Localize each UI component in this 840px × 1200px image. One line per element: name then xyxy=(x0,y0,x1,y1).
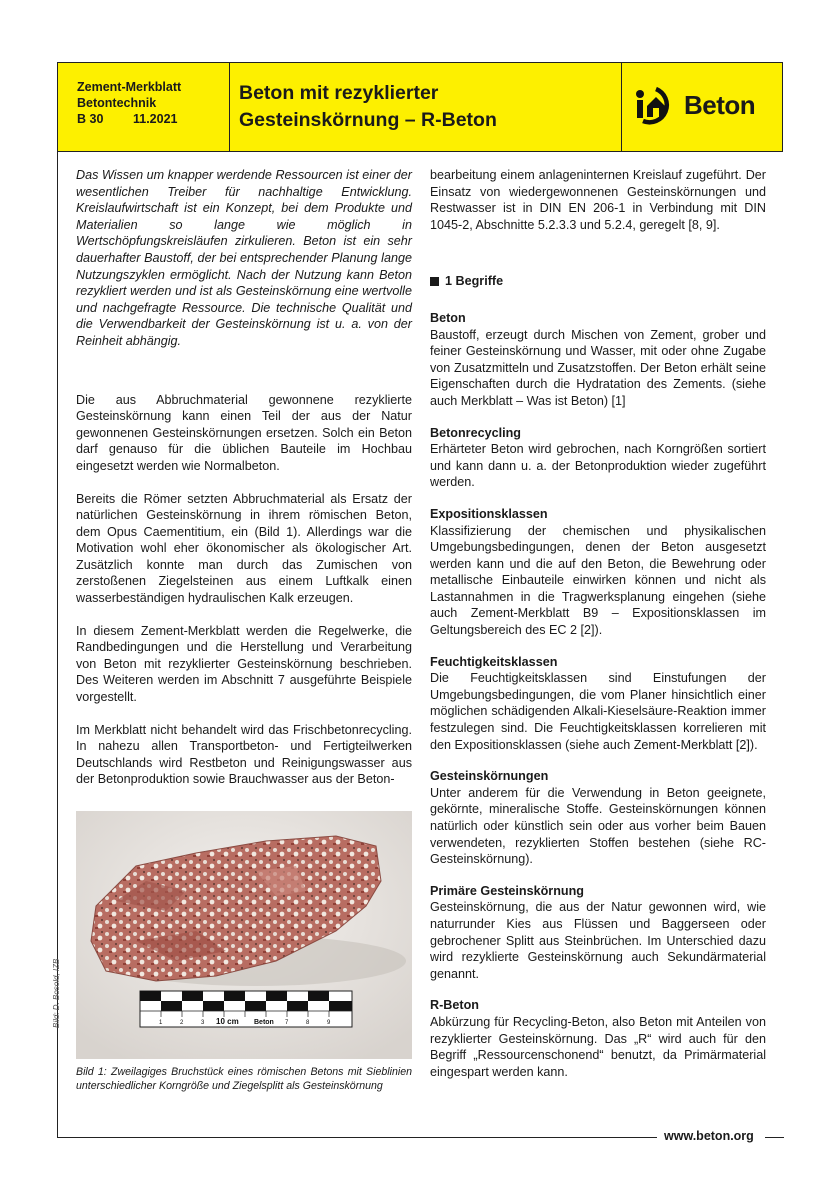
category-label: Betontechnik xyxy=(77,96,157,110)
term-definition: Erhärteter Beton wird gebrochen, nach Korngrößen sortiert und kann dann u. a. der Betonproduktion wieder zugeführt werden. xyxy=(430,442,766,490)
scale-number: 2 xyxy=(180,1020,184,1026)
term-definition: Gesteinskörnung, die aus der Natur gewonnen wird, wie naturrunder Kies aus Flüssen und Baggerseen oder gebrochener Splitt aus Steinbrüchen. Im Unterschied dazu wird rezyklierte Gesteinskörnung auch Sekundärmaterial genannt. xyxy=(430,900,766,981)
term-definition: Die Feuchtigkeitsklassen sind Einstufungen der Umgebungsbedingungen, die vom Planer hinsichtlich einer möglichen schädigenden Alkali-Kieselsäure-Reaktion immer festzulegen sind. Die Feuchtigkeitsklassen korrelieren mit den Expositionsklassen (siehe auch Zement-Merkblatt [2]). xyxy=(430,671,766,752)
term-heading: Beton xyxy=(430,310,466,325)
header-meta xyxy=(58,63,230,151)
term-heading: Gesteinskörnungen xyxy=(430,769,549,784)
code-row xyxy=(77,111,229,127)
term-definition: Abkürzung für Recycling-Beton, also Beton mit Anteilen von rezyklierter Gesteinskörnung. Das „R“ wird auch für den Begriff „Ressourcenschonend“ benutzt, da Primärmaterial eingespart werden kann. xyxy=(430,1014,766,1079)
scale-number: 9 xyxy=(327,1020,331,1026)
section-heading xyxy=(430,273,766,290)
scale-number: 7 xyxy=(285,1020,289,1026)
term-heading: Betonrecycling xyxy=(430,425,521,440)
document-header xyxy=(57,62,783,152)
body-paragraph: Bereits die Römer setzten Abbruchmaterial als Ersatz der natürlichen Gesteinskörnung in ihrem römischen Beton, dem Opus Caementitium, ein (Bild 1). Allerdings war die Motivation wohl eher ökonomischer als ökologischer Art. Zusätzlich konnte man durch das Zumischen von zerstoßenen Ziegelsteinen aus einem Luftkalk einen wasserbeständigen hydraulischen Kalk erzeugen. xyxy=(76,491,412,606)
scale-number: 3 xyxy=(201,1020,205,1026)
term-heading: R-Beton xyxy=(430,998,479,1013)
logo-text: Beton xyxy=(684,90,756,120)
title-line-1: Beton mit rezyklierter xyxy=(239,82,439,104)
figure-credit: Bild: D. Bosold, IZB xyxy=(52,958,61,1028)
title-line-2: Gesteinskörnung – R-Beton xyxy=(239,109,497,131)
footer-rule xyxy=(57,1137,657,1138)
scale-label: 10 cm xyxy=(216,1017,239,1026)
series-label: Zement-Merkblatt xyxy=(77,80,182,94)
section-title: 1 Begriffe xyxy=(445,274,504,289)
term-heading: Expositionsklassen xyxy=(430,506,548,521)
footer-rule-end xyxy=(765,1137,784,1138)
body-paragraph: Die aus Abbruchmaterial gewonnene rezyklierte Gesteinskörnung kann einen Teil der aus der Natur gewonnenen Gesteinskörnungen ersetzen. Solch ein Beton darf genauso für die üblichen Bauteile im Hochbau eingesetzt werden wie Normalbeton. xyxy=(76,392,412,473)
document-title xyxy=(230,63,622,151)
figure-roman-concrete-photo xyxy=(76,811,412,1059)
scale-number: 1 xyxy=(159,1020,163,1026)
body-paragraph: Im Merkblatt nicht behandelt wird das Frischbetonrecycling. In nahezu allen Transportbeton- und Fertigteilwerken Deutschlands wird Restbeton und Reinigungswasser aus der Betonproduktion sowie Brauchwasser aus der Beton- xyxy=(76,722,412,787)
figure-caption: Bild 1: Zweilagiges Bruchstück eines römischen Betons mit Sieblinien unterschiedlicher Korngröße und Ziegelsplitt als Gesteinskörnung xyxy=(76,1066,412,1092)
term-heading: Feuchtigkeitsklassen xyxy=(430,654,558,669)
footer-website-link[interactable]: www.beton.org xyxy=(664,1129,754,1143)
term-heading: Primäre Gesteinskörnung xyxy=(430,883,584,898)
term-definition: Baustoff, erzeugt durch Mischen von Zement, grober und feiner Gesteinskörnung und Wasser, mit oder ohne Zugabe von Zusatzmitteln und Zusatzstoffen. Der Beton erhält seine Eigenschaften durch die Hydratation des Zements. (siehe auch Merkblatt – Was ist Beton) [1] xyxy=(430,327,766,408)
roman-concrete-fragment-image xyxy=(76,811,412,1059)
scale-brand: Beton xyxy=(254,1019,274,1026)
section-bullet-icon xyxy=(430,277,439,286)
scale-number: 8 xyxy=(306,1020,310,1026)
term-definition: Klassifizierung der chemischen und physikalischen Umgebungsbedingungen, denen der Beton ausgesetzt werden kann und die auf den Beton, die Bewehrung oder metallische Einbauteile einwirken können und nicht als Lastannahmen in die Tragwerksplanung eingehen (siehe auch Zement-Merkblatt B9 – Expositionsklassen im Geltungsbereich des EC 2 [2]). xyxy=(430,523,766,638)
document-code: B 30 xyxy=(77,112,104,126)
continuation-paragraph: bearbeitung einem anlageninternen Kreislauf zugeführt. Der Einsatz von wiedergewonnenen Gesteinskörnungen und Restwasser ist in DIN EN 206-1 in Verbindung mit DIN 1045-2, Abschnitte 5.2.3.3 und 5.2.4, geregelt [8, 9]. xyxy=(430,168,766,232)
beton-logo-icon xyxy=(634,84,678,128)
body-paragraph: In diesem Zement-Merkblatt werden die Regelwerke, die Randbedingungen und die Herstellung und Verarbeitung von Beton mit rezyklierter Gesteinskörnung beschrieben. Des Weiteren werden im Abschnitt 7 ausgeführte Beispiele vorgestellt. xyxy=(76,623,412,705)
beton-logo[interactable] xyxy=(622,63,782,151)
term-definition: Unter anderem für die Verwendung in Beton geeignete, gekörnte, mineralische Stoffe. Gesteinskörnungen können natürlich oder künstlich sein oder aus vorher beim Bauen verwendeten, rezyklierten Stoffen bestehen (siehe RC-Gesteinskörnung). xyxy=(430,785,766,867)
right-column xyxy=(430,167,766,1080)
document-date: 11.2021 xyxy=(133,112,178,126)
intro-paragraph: Das Wissen um knapper werdende Ressourcen ist einer der wesentlichen Treiber für nachhaltige Entwicklung. Kreislaufwirtschaft ist ein Konzept, bei dem Produkte und Materialien so lange wie möglich in Wertschöpfungskreisläufen zirkulieren. Beton ist ein sehr dauerhafter Baustoff, der bei entsprechender Planung lange Nutzungszyklen ermöglicht. Nach der Nutzung kann Beton rezykliert werden und ist als Gesteinskörnung eine wertvolle und nachgefragte Ressource. Die technische Qualität und die Verwendbarkeit der Gesteinskörnung ist u. a. von der Reinheit abhängig. xyxy=(76,168,412,348)
left-column xyxy=(76,167,412,804)
